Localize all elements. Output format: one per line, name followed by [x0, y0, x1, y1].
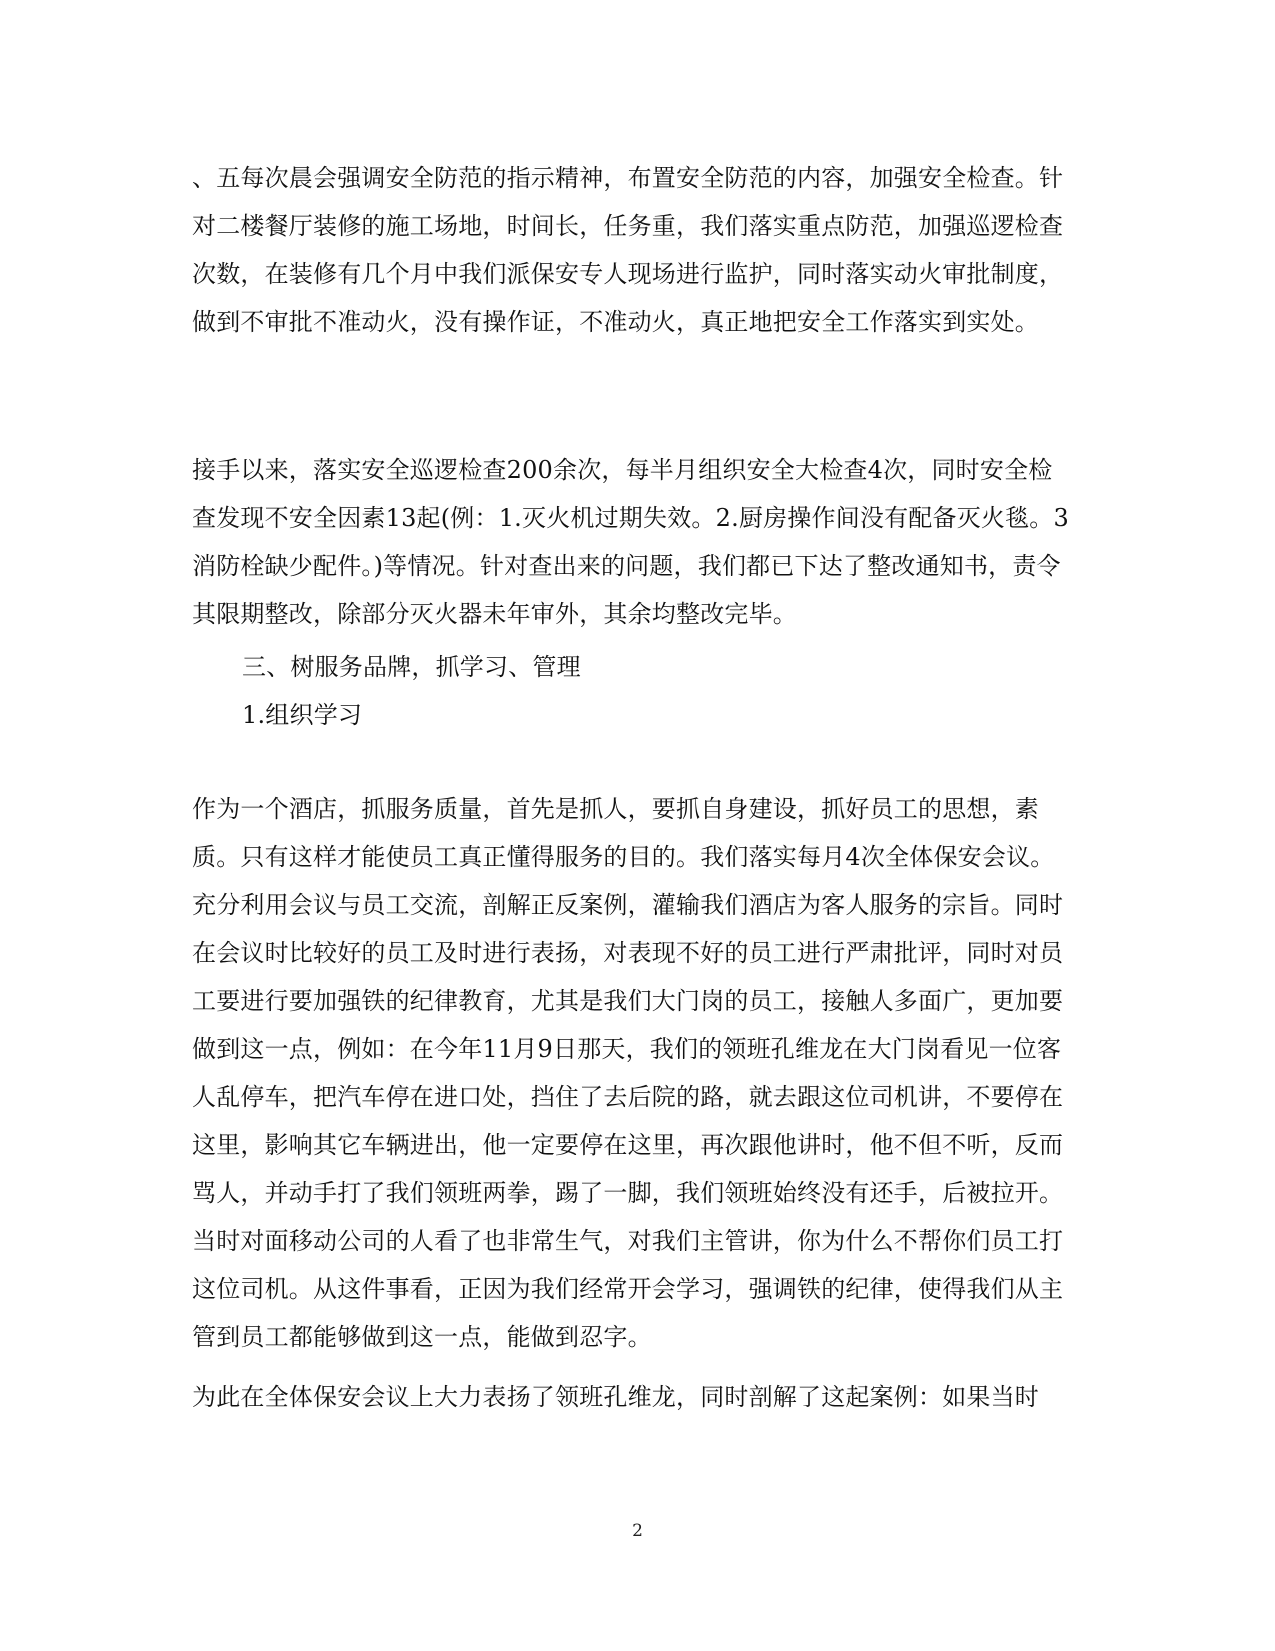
- paragraph-praise-case: 为此在全体保安会议上大力表扬了领班孔维龙，同时剖解了这起案例：如果当时: [192, 1383, 1039, 1411]
- subsection-heading-study: 1.组织学习: [242, 701, 363, 729]
- paragraph-safety-inspection: 、五每次晨会强调安全防范的指示精神，布置安全防范的内容，加强安全检查。针对二楼餐厅装修的施工场地，时间长，任务重，我们落实重点防范，加强巡逻检查次数，在装修有几个月中我们派保安专人现场进行监护，同时落实动火审批制度，做到不审批不准动火，没有操作证，不准动火，真正地把安全工作落实到实处。: [192, 164, 1064, 336]
- paragraph-service-quality: 作为一个酒店，抓服务质量，首先是抓人，要抓自身建设，抓好员工的思想，素质。只有这样才能使员工真正懂得服务的目的。我们落实每月4次全体保安会议。充分利用会议与员工交流，剖解正反案例，灌输我们酒店为客人服务的宗旨。同时在会议时比较好的员工及时进行表扬，对表现不好的员工进行严肃批评，同时对员工要进行要加强铁的纪律教育，尤其是我们大门岗的员工，接触人多面广，更加要做到这一点，例如：在今年11月9日那天，我们的领班孔维龙在大门岗看见一位客人乱停车，把汽车停在进口处，挡住了去后院的路，就去跟这位司机讲，不要停在这里，影响其它车辆进出，他一定要停在这里，再次跟他讲时，他不但不听，反而骂人，并动手打了我们领班两拳，踢了一脚，我们领班始终没有还手，后被拉开。当时对面移动公司的人看了也非常生气，对我们主管讲，你为什么不帮你们员工打这位司机。从这件事看，正因为我们经常开会学习，强调铁的纪律，使得我们从主管到员工都能够做到这一点，能做到忍字。: [192, 795, 1064, 1351]
- page-number: 2: [632, 1521, 643, 1541]
- paragraph-patrol-statistics: 接手以来，落实安全巡逻检查200余次，每半月组织安全大检查4次，同时安全检查发现不安全因素13起(例：1.灭火机过期失效。2.厨房操作间没有配备灭火毯。3消防栓缺少配件。)等情况。针对查出来的问题，我们都已下达了整改通知书，责令其限期整改，除部分灭火器未年审外，其余均整改完毕。: [192, 456, 1069, 628]
- section-heading-service-brand: 三、树服务品牌，抓学习、管理: [242, 653, 581, 681]
